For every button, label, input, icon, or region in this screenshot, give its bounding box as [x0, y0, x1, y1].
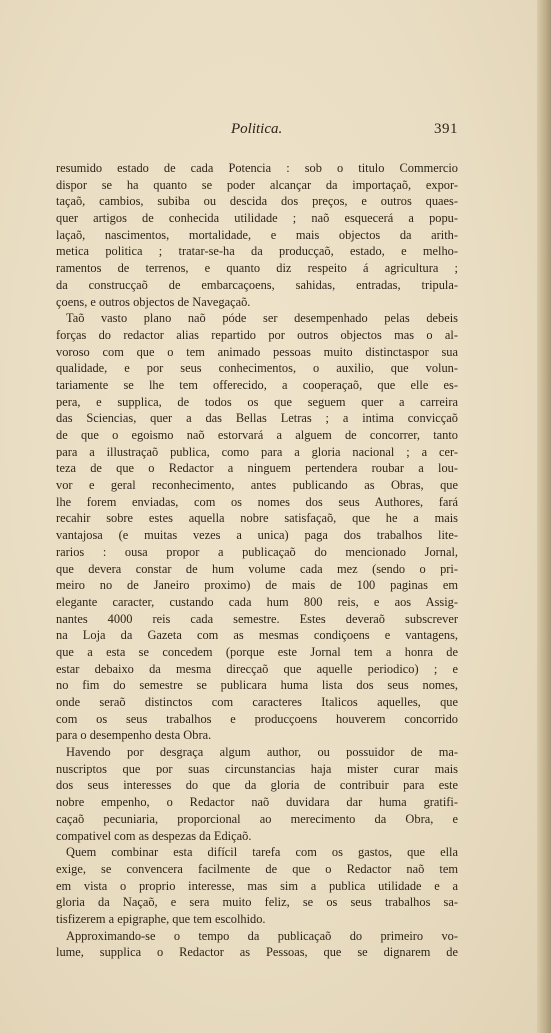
text-line: voroso com que o tem animado pessoas muito distinctaspor sua	[56, 344, 458, 359]
body-text	[56, 160, 458, 961]
text-line: dos seus interesses do que da gloria de contribuir para este	[56, 778, 458, 793]
text-line: vor e geral reconhecimento, antes publicando as Obras, que	[56, 478, 458, 493]
text-line: Approximando-se o tempo da publicaçaõ do primeiro vo-	[66, 928, 458, 943]
text-line: quer artigos de conhecida utilidade ; naõ esquecerá a popu-	[56, 211, 458, 226]
text-line: que devera constar de hum volume cada mez (sendo o pri-	[56, 561, 458, 576]
text-line: nobre empenho, o Redactor naõ duvidara dar huma gratifi-	[56, 795, 458, 810]
text-line: no fim do semestre se publicara huma lista dos seus nomes,	[56, 678, 458, 693]
text-line: lhe forem enviadas, com os nomes dos seus Authores, fará	[56, 494, 458, 509]
text-line: onde seraõ distinctos com caracteres Italicos aquelles, que	[56, 695, 458, 709]
text-line: qualidade, e por seus conhecimentos, o auxilio, que volun-	[56, 361, 458, 376]
text-line: pera, e supplica, de todos os que seguem quer a carreira	[56, 394, 458, 409]
text-line: gloria da Naçaõ, e sera muito feliz, se os seus trabalhos sa-	[56, 895, 458, 910]
text-line: resumido estado de cada Potencia : sob o titulo Commercio	[56, 161, 458, 175]
text-line: tisfizerem a epigraphe, que tem escolhido.	[56, 911, 266, 926]
text-line: meiro no de Janeiro proximo) de mais de 100 paginas em	[56, 578, 458, 593]
text-line: caçaõ pecuniaria, proporcional ao merecimento da Obra, e	[56, 811, 458, 826]
text-line: taçaõ, cambios, subiba ou descida dos preços, e outros quaes-	[56, 194, 458, 209]
text-line: elegante caracter, custando cada hum 800 reis, e aos Assig-	[56, 594, 458, 609]
text-line: para a illustraçaõ publica, como para a gloria nacional ; a cer-	[56, 444, 458, 459]
text-line: com os seus trabalhos e producçoens houverem concorrido	[56, 711, 458, 726]
text-line: lume, supplica o Redactor as Pessoas, que se dignarem de	[56, 945, 458, 960]
text-line: teza de que o Redactor a ninguem pertendera roubar a lou-	[56, 461, 458, 476]
text-line: nuscriptos que por suas circunstancias haja mister curar mais	[56, 761, 458, 776]
text-line: tariamente se lhe tem offerecido, a cooperaçaõ, que elle es-	[56, 377, 458, 392]
text-line: rarios : ousa propor a publicaçaõ do mencionado Jornal,	[56, 544, 458, 559]
text-line: ramentos de terrenos, e quanto diz respeito á agricultura ;	[56, 261, 458, 276]
text-line: recahir sobre estes aquella nobre satisfaçaõ, que he a mais	[56, 511, 458, 526]
text-line: vantajosa (e muitas vezes a unica) paga dos trabalhos lite-	[56, 528, 458, 543]
text-line: Quem combinar esta difícil tarefa com os gastos, que ella	[66, 845, 458, 860]
page-gutter	[537, 0, 551, 1033]
text-line: compativel com as despezas da Ediçaõ.	[56, 828, 252, 843]
text-line: forças do redactor alias repartido por outros objectos mas o al-	[56, 327, 458, 342]
running-head	[56, 121, 458, 143]
page-number: 391	[434, 121, 458, 137]
text-line: de que o egoismo naõ estorvará a alguem de concorrer, tanto	[56, 428, 458, 442]
text-line: laçaõ, nascimentos, mortalidade, e mais objectos da arith-	[56, 227, 458, 242]
text-line: metica politica ; tratar-se-ha da producçaõ, estado, e melho-	[56, 244, 458, 259]
text-line: para o desempenho desta Obra.	[56, 728, 212, 743]
text-line: em vista o proprio interesse, mas sim a publica utilidade e a	[56, 878, 458, 893]
text-line: na Loja da Gazeta com as mesmas condiçoens e vantagens,	[56, 628, 458, 643]
text-line: çoens, e outros objectos de Navegaçaõ.	[56, 294, 251, 309]
text-line: dispor se ha quanto se poder alcançar da importaçaõ, expor-	[56, 177, 458, 192]
text-line: estar debaixo da mesma direcçaõ que aquelle periodico) ; e	[56, 661, 458, 676]
text-line: Havendo por desgraça algum author, ou possuidor de ma-	[66, 745, 458, 760]
text-line: das Sciencias, quer a das Bellas Letras ; a intima convicçaõ	[56, 411, 458, 426]
text-line: que a esta se concedem (porque este Jornal tem a honra de	[56, 644, 458, 659]
text-line: exige, se convencera facilmente de que o Redactor naõ tem	[56, 861, 458, 876]
running-head-title: Politica.	[231, 121, 283, 137]
text-line: da construcçaõ de embarcaçoens, sahidas, entradas, tripula-	[56, 277, 458, 292]
text-line: nantes 4000 reis cada semestre. Estes deveraõ subscrever	[56, 611, 458, 626]
text-line: Taõ vasto plano naõ póde ser desempenhado pelas debeis	[66, 311, 458, 326]
